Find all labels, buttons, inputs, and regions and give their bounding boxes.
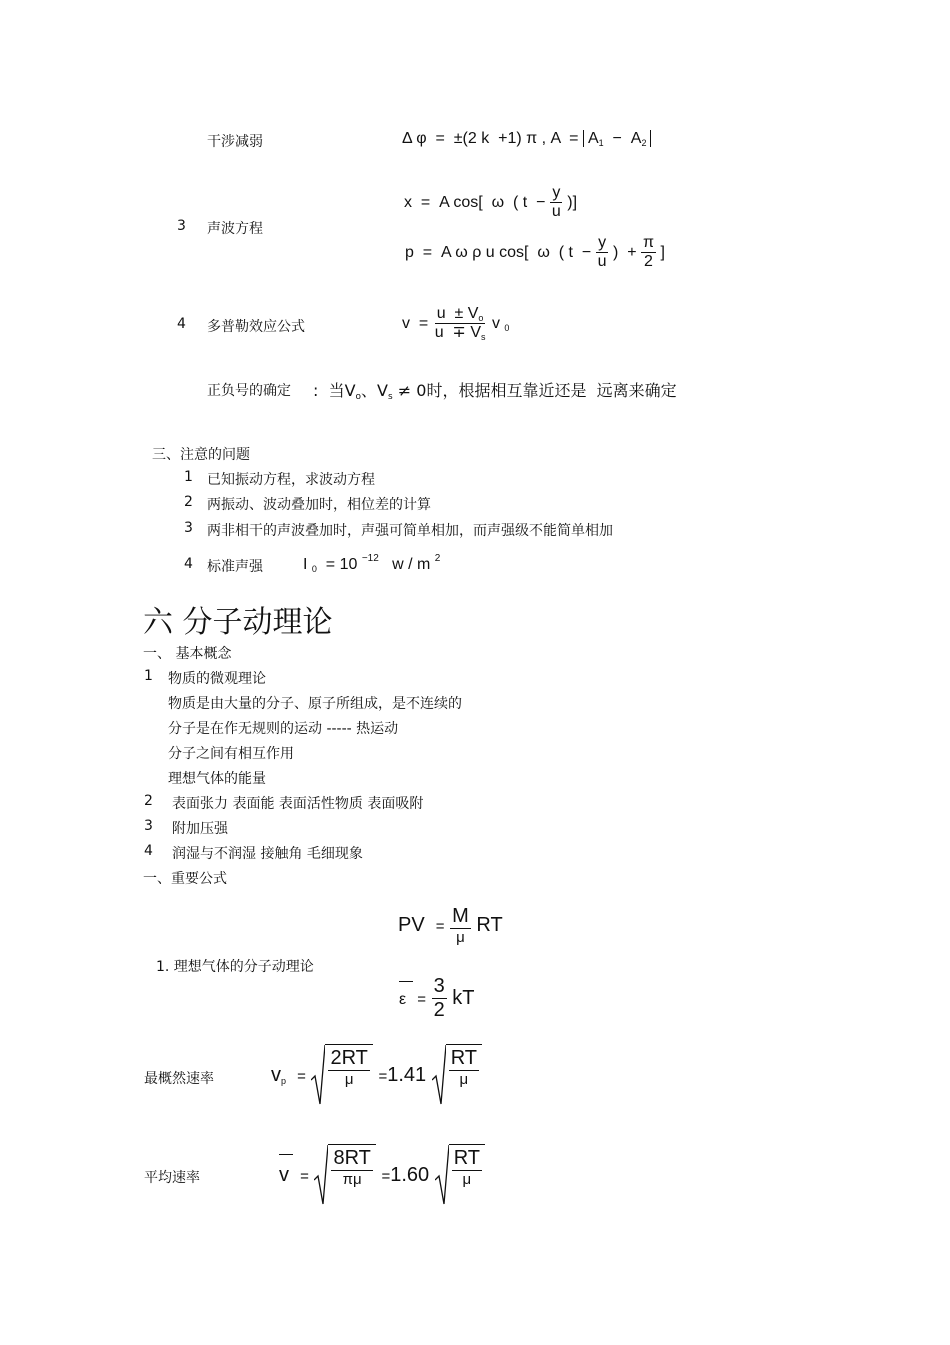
ideal-gas-eq: PV = $\frac{M}{\mu}$ RT (398, 905, 503, 946)
item-text: 附加压强 (172, 821, 228, 837)
chapter-title: 六 分子动理论 (143, 605, 333, 640)
item-text: 理想气体的能量 (168, 771, 266, 787)
wave-eq-x: x = A cos[ ω ( t − $\frac{y}{u}$ )] (404, 184, 578, 221)
item-text: 分子之间有相互作用 (168, 746, 294, 762)
wave-eq-p: p = A ω ρ u cos[ ω ( t − $\frac{y}{u}$ ) + $\frac{\pi}{2}$ ] (405, 234, 665, 271)
energy-eq: ε = $\frac{3}{2}$ kT (399, 975, 475, 1021)
note-text: 已知振动方程，求波动方程 (207, 472, 375, 488)
item-text: 表面张力 表面能 表面活性物质 表面吸附 (172, 796, 424, 812)
item-text: 物质是由大量的分子、原子所组成，是不连续的 (168, 696, 462, 712)
item-num: 4 (144, 843, 153, 859)
sign-label: 正负号的确定 (207, 383, 291, 399)
ideal-gas-label: 1. 理想气体的分子动理论 (156, 959, 314, 975)
item-text: 物质的微观理论 (168, 671, 266, 687)
note-num: 2 (184, 494, 193, 510)
average-eq: v = $\frac{8RT}{\pi\mu}$ =1.60 $\frac{RT}{\mu}$ (279, 1144, 485, 1206)
sign-text: : 当Vo、Vs ≠ 0时，根据相互靠近还是 远离来确定 (313, 381, 677, 402)
interference-formula: Δ φ = ±(2 k +1) π , A = A1 − A2 (402, 130, 651, 148)
formula-heading: 一、重要公式 (143, 871, 227, 887)
most-probable-eq: vp = $\frac{2RT}{\mu}$ =1.41 $\frac{RT}{\mu}$ (271, 1044, 482, 1106)
note-num: 3 (184, 520, 193, 536)
item-num: 1 (144, 668, 153, 684)
interference-label: 干涉减弱 (207, 134, 263, 150)
wave-eq-num: 3 (177, 218, 186, 234)
note-text: 标准声强 (207, 559, 263, 575)
note-text: 两振动、波动叠加时，相位差的计算 (207, 497, 431, 513)
basic-heading: 一、 基本概念 (143, 646, 232, 662)
standard-intensity: I 0 = 10 $^{-12}$ w / m $^2$ (303, 553, 441, 574)
doppler-label: 多普勒效应公式 (207, 319, 305, 335)
note-num: 4 (184, 556, 193, 572)
average-label: 平均速率 (144, 1170, 200, 1186)
item-text: 润湿与不润湿 接触角 毛细现象 (172, 846, 363, 862)
item-num: 2 (144, 793, 153, 809)
doppler-num: 4 (177, 316, 186, 332)
doppler-formula: v = $\frac{u \pm Vo}{u \mp Vs}$ v 0 (402, 305, 510, 343)
most-probable-label: 最概然速率 (144, 1071, 214, 1087)
item-text: 分子是在作无规则的运动 ----- 热运动 (168, 721, 399, 737)
notes-heading: 三、注意的问题 (152, 447, 250, 463)
item-num: 3 (144, 818, 153, 834)
note-text: 两非相干的声波叠加时，声强可简单相加，而声强级不能简单相加 (207, 523, 613, 539)
wave-eq-label: 声波方程 (207, 221, 263, 237)
note-num: 1 (184, 469, 193, 485)
